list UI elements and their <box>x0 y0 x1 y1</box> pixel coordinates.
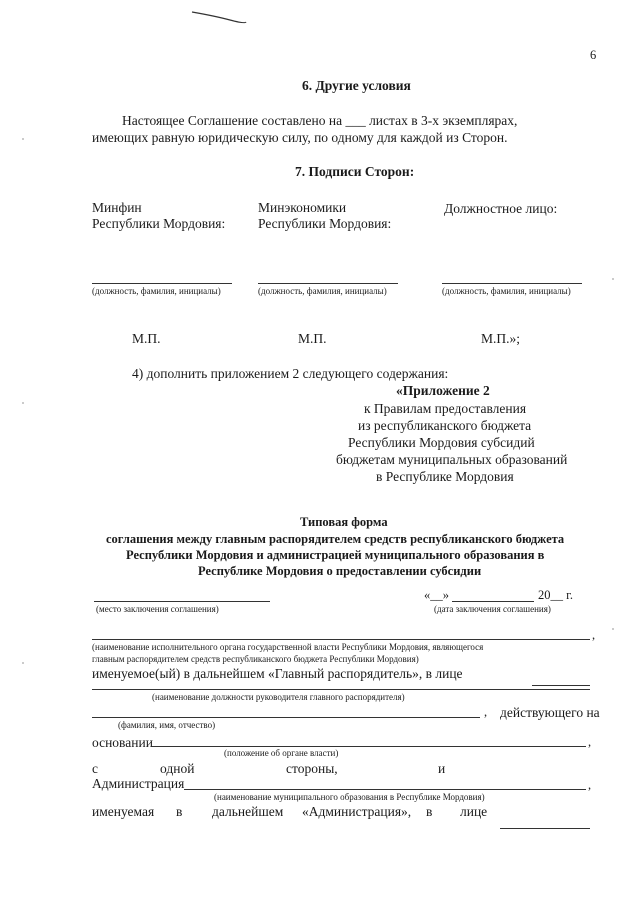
organ-line <box>92 639 590 640</box>
section-7-title: 7. Подписи Сторон: <box>295 164 415 179</box>
basis-text: основании <box>92 735 153 750</box>
fio-caption: (фамилия, имя, отчество) <box>118 720 216 730</box>
margin-dot <box>22 402 24 404</box>
place-caption: (место заключения соглашения) <box>96 604 219 614</box>
section-6-line-2: имеющих равную юридическую силу, по одному для каждой из Сторон. <box>92 130 508 145</box>
named-further: дальнейшем <box>212 804 284 819</box>
named-admin: «Администрация», <box>302 804 412 819</box>
position-caption: (наименование должности руководителя главного распорядителя) <box>152 692 405 702</box>
stamp-1: М.П. <box>132 331 161 346</box>
form-title-1: Типовая форма <box>300 515 388 529</box>
stamp-3: М.П.»; <box>481 331 521 346</box>
mineconomy-region: Республики Мордовия: <box>258 216 392 231</box>
regulation-caption: (положение об органе власти) <box>224 748 339 758</box>
named-fem: именуемая <box>92 804 155 819</box>
signature-caption-2: (должность, фамилия, инициалы) <box>258 286 387 296</box>
minfin-region: Республики Мордовия: <box>92 216 226 231</box>
section-6-line-1: Настоящее Соглашение составлено на ___ листах в 3-х экземплярах, <box>122 113 518 128</box>
named-v2: в <box>426 804 433 819</box>
signature-line-3 <box>442 283 582 284</box>
position-line <box>92 689 590 690</box>
signature-caption-3: (должность, фамилия, инициалы) <box>442 286 571 296</box>
named-face: лице <box>460 804 488 819</box>
side-party: стороны, <box>286 761 338 776</box>
administration-line <box>184 789 586 790</box>
date-caption: (дата заключения соглашения) <box>434 604 551 614</box>
signature-line-2 <box>258 283 398 284</box>
administration-text: Администрация <box>92 776 185 791</box>
margin-dot <box>612 278 614 280</box>
organ-caption-2: главным распорядителем средств республиканского бюджета Республики Мордовия) <box>92 654 419 664</box>
margin-dot <box>22 662 24 664</box>
face-line-1 <box>532 685 590 686</box>
minfin-label: Минфин <box>92 200 142 215</box>
named-main-distributor: именуемое(ый) в дальнейшем «Главный распорядитель», в лице <box>92 666 463 681</box>
acting-text: действующего на <box>500 705 600 720</box>
form-title-2: соглашения между главным распорядителем средств республиканского бюджета <box>106 532 565 546</box>
organ-caption-1: (наименование исполнительного органа государственной власти Республики Мордовия, являющегося <box>92 642 484 652</box>
amendment-text: 4) дополнить приложением 2 следующего содержания: <box>132 366 449 381</box>
section-6-title: 6. Другие условия <box>302 78 411 93</box>
page-number: 6 <box>590 48 597 62</box>
date-year: 20__ г. <box>538 588 573 602</box>
fio-line <box>92 717 480 718</box>
signature-line-1 <box>92 283 232 284</box>
side-s: с <box>92 761 98 776</box>
official-label: Должностное лицо: <box>444 201 558 216</box>
form-title-4: Республике Мордовия о предоставлении субсидии <box>198 564 482 578</box>
appendix-line-4: бюджетам муниципальных образований <box>336 452 568 467</box>
form-title-3: Республики Мордовия и администрацией муниципального образования в <box>126 548 545 562</box>
date-month-line <box>452 601 534 602</box>
basis-line <box>152 746 586 747</box>
margin-dot <box>22 138 24 140</box>
appendix-title: «Приложение 2 <box>396 383 490 398</box>
margin-dot <box>612 628 614 630</box>
scan-mark-line <box>190 6 250 26</box>
appendix-line-3: Республики Мордовия субсидий <box>348 435 535 450</box>
signature-caption-1: (должность, фамилия, инициалы) <box>92 286 221 296</box>
face-line-2 <box>500 828 590 829</box>
place-line <box>94 601 270 602</box>
side-and: и <box>438 761 446 776</box>
appendix-line-5: в Республике Мордовия <box>376 469 514 484</box>
stamp-2: М.П. <box>298 331 327 346</box>
mo-caption: (наименование муниципального образования в Республике Мордовия) <box>214 792 485 802</box>
side-one: одной <box>160 761 195 776</box>
appendix-line-2: из республиканского бюджета <box>358 418 532 433</box>
basis-comma: , <box>588 735 592 749</box>
mineconomy-label: Минэкономики <box>258 200 347 215</box>
administration-comma: , <box>588 778 592 792</box>
named-v: в <box>176 804 183 819</box>
date-day: «__» <box>424 588 449 602</box>
organ-comma: , <box>592 628 596 642</box>
fio-comma: , <box>484 705 488 719</box>
appendix-line-1: к Правилам предоставления <box>364 401 527 416</box>
